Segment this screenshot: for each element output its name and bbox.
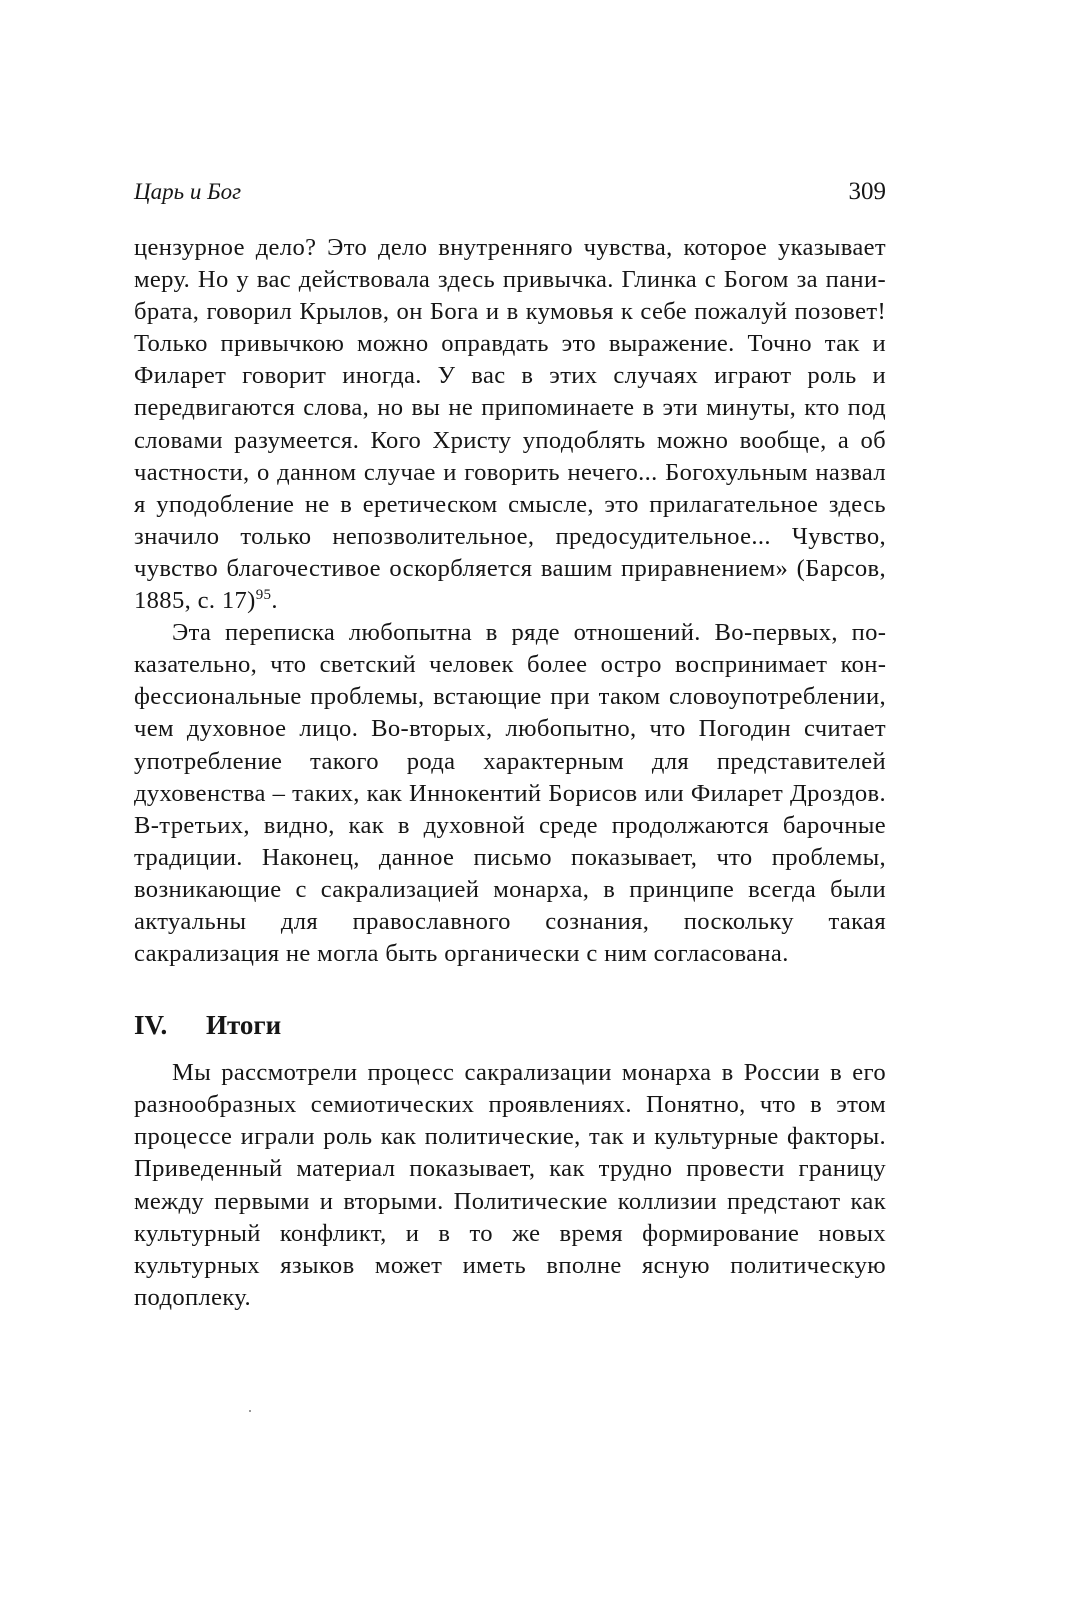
page-number: 309 bbox=[848, 178, 886, 205]
paragraph-quote-continuation bbox=[134, 232, 886, 617]
book-page bbox=[134, 178, 886, 1314]
body-text bbox=[134, 232, 886, 1314]
paragraph-commentary: Эта переписка любопытна в ряде отношений. Во-первых, показательно, что светский человек более остро воспринимает конфессиональные проблемы, встающие при таком словоупотреблении, чем духовное лицо. Во-вторых, любопытно, что Погодин считает употребление такого рода характерным для представителей духовенства – таких, как Иннокентий Борисов или Филарет Дроздов. В-третьих, видно, как в духовной среде продолжаются барочные традиции. Наконец, данное письмо показывает, что проблемы, возникающие с сакрализацией монарха, в принципе всегда были актуальны для православного сознания, поскольку такая сакрализация не могла быть органически с ним согласована. bbox=[134, 619, 886, 968]
paragraph-text: цензурное дело? Это дело внутренняго чувства, которое указывает меру. Но у вас действовала здесь привычка. Глинка с Богом за пани-брата, говорил Крылов, он Бога и в кумовья к себе пожалуй позовет! Только привычкою можно оправдать это выражение. Точно так и Филарет говорит иногда. У вас в этих случаях играют роль и передвигаются слова, но вы не припоминаете в эти минуты, кто под словами разумеется. Кого Христу уподоблять можно вообще, а об частности, о данном случае и говорить нечего... Богохульным назвал я уподобление не в еретическом смысле, это прилагательное здесь значило только непозволительное, предосудительное... Чувство, чувство благочестивое оскорбляется вашим приравнением» (Барсов, 1885, с. 17) bbox=[134, 234, 886, 615]
running-title: Царь и Бог bbox=[134, 179, 242, 204]
scan-speck bbox=[249, 1410, 251, 1412]
paragraph-end-punctuation: . bbox=[271, 587, 278, 615]
section-number: IV. bbox=[134, 1010, 168, 1041]
paragraph-summary: Мы рассмотрели процесс сакрализации монарха в России в его разнообразных семиотических проявлениях. Понятно, что в этом процессе играли роль как политические, так и культурные факторы. Приведенный материал показывает, как трудно провести границу между первыми и вторыми. Политические коллизии предстают как культурный конфликт, и в то же время формирование новых культурных языков может иметь вполне ясную политическую подоплеку. bbox=[134, 1059, 886, 1311]
footnote-marker: 95 bbox=[255, 587, 272, 604]
section-heading bbox=[134, 1010, 886, 1041]
running-header bbox=[134, 178, 886, 222]
section-title: Итоги bbox=[206, 1010, 282, 1041]
